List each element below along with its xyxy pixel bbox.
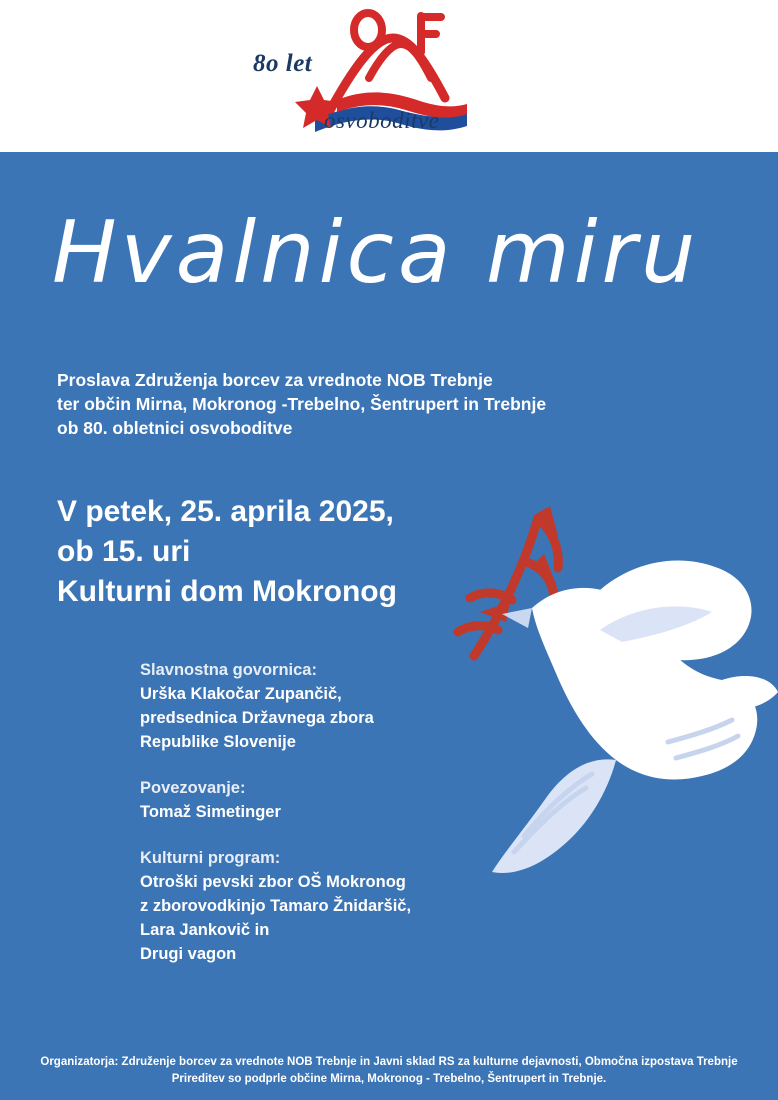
credit-role: Kulturni program: xyxy=(140,849,281,867)
event-date: V petek, 25. aprila 2025, xyxy=(57,495,394,528)
logo-bottom-text: osvoboditve xyxy=(324,108,440,133)
footer-line: Organizatorja: Združenje borcev za vrednote NOB Trebnje in Javni sklad RS za kulturne dejavnosti, Območna izpostava Trebnje xyxy=(40,1056,738,1068)
subtitle-line: ob 80. obletnici osvoboditve xyxy=(57,418,293,438)
credit-group xyxy=(140,776,540,824)
credit-name: Drugi vagon xyxy=(140,945,237,963)
credit-role: Povezovanje: xyxy=(140,779,246,797)
credit-group xyxy=(140,846,540,966)
credit-name: z zborovodkinjo Tamaro Žnidaršič, xyxy=(140,897,412,915)
credit-name: Tomaž Simetinger xyxy=(140,803,281,821)
credit-name: Urška Klakočar Zupančič, xyxy=(140,685,342,703)
credits xyxy=(140,658,540,988)
credit-name: predsednica Državnega zbora xyxy=(140,709,374,727)
credit-group xyxy=(140,658,540,754)
credit-role: Slavnostna govornica: xyxy=(140,661,317,679)
footer-line: Prireditev so podprle občine Mirna, Mokronog - Trebelno, Šentrupert in Trebnje. xyxy=(171,1073,607,1085)
credit-name: Otroški pevski zbor OŠ Mokronog xyxy=(140,873,406,891)
credit-name: Lara Jankovič in xyxy=(140,921,270,939)
poster-title: Hvalnica miru xyxy=(52,203,700,303)
event-time: ob 15. uri xyxy=(57,535,191,568)
subtitle-line: ter občin Mirna, Mokronog -Trebelno, Šentrupert in Trebnje xyxy=(57,394,547,414)
logo xyxy=(249,8,529,144)
footer xyxy=(0,1044,778,1100)
logo-years-text: 8o let xyxy=(253,50,313,77)
event-venue: Kulturni dom Mokronog xyxy=(57,575,397,608)
credit-name: Republike Slovenije xyxy=(140,733,296,751)
poster-subtitle xyxy=(57,368,657,440)
subtitle-line: Proslava Združenja borcev za vrednote NOB Trebnje xyxy=(57,370,493,390)
header-band xyxy=(0,0,778,152)
